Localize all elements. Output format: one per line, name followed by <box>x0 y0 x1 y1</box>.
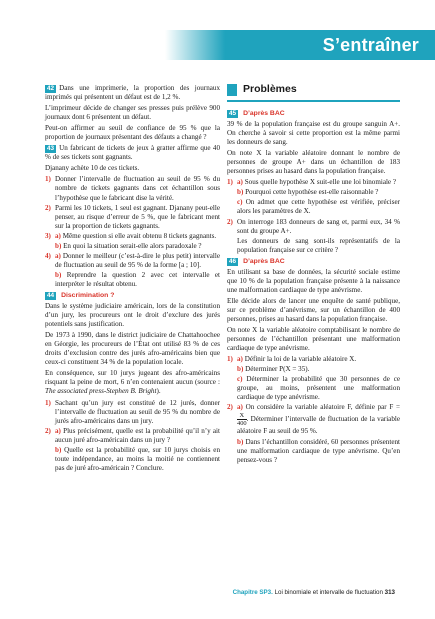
question-2: 2) a) Plus précisément, quelle est la probabilité qu’il n’y ait aucun juré afro-américain dans un jury ? <box>45 426 220 444</box>
source-citation: The associated press-Stephen B. Bright <box>45 387 157 396</box>
question-1a: 1) a) Définir la loi de la variable aléatoire X. <box>227 355 357 364</box>
exercise-text: Dans le système judiciaire américain, lors de la constitution d’un jury, les procureurs ont le droit d’exclure des jurés potentiels sans justification. <box>45 302 220 329</box>
question-1: 1) Sachant qu’un jury est constitué de 12 jurés, donner l’intervalle de fluctuation au seuil de 95 % du nombre de jurés afro-américains dans un jury. <box>45 398 220 425</box>
question-2b: b) Quelle est la probabilité que, sur 10 jurys choisis en toute indépendance, au moins la moitié ne contiennent pas de juré afro-américain ? Conclure. <box>55 445 221 472</box>
exercise-44: 44 Discrimination ? Dans le système judiciaire américain, lors de la constitution d’un jury, les procureurs ont le droit d’exclure des jurés potentiels sans justification. De 1973 à 1990, dans le district judiciaire de Chattahoochee en Géorgie, les procureurs de l’État ont utilisé 83 % de ces droits d’exclusion contre des jurés afro-américains bien que ceux-ci constituent 34 % de la population locale. En conséquence, sur 10 jurys jugeant des afro-américains risquant la peine de mort, 6 n’en contenaient aucun (source : The associated press-Stephen B. Bright). 1) Sachant qu’un jury est constitué de 12 jurés, donner l’intervalle de fluctuation au seuil de 95 % du nombre de jurés afro-américains dans un jury. 2) a) Plus précisément, quelle est la probabilité qu’il n’y ait aucun juré afro-américain dans un jury ? b) Quelle est la probabilité que, sur 10 jurys choisis en toute indépendance, au moins la moitié ne contiennent pas de juré afro-américain ? Conclure. <box>45 291 221 472</box>
exercise-title: D’après BAC <box>243 257 285 265</box>
exercise-title: D’après BAC <box>243 110 285 117</box>
fraction: $\frac{X}{400}$ <box>237 412 247 428</box>
section-rule <box>227 100 400 102</box>
exercise-number: 44 <box>47 291 55 299</box>
exercise-text: Dans une imprimerie, la proportion des journaux imprimés qui présentent un défaut est de 1,2 %. <box>45 84 220 102</box>
section-marker <box>227 84 237 96</box>
exercise-43 <box>45 144 220 289</box>
exercise-text: Un fabricant de tickets de jeux à gratter affirme que 40 % de ses tickets sont gagnants. <box>45 144 220 162</box>
question-2a: 2) a) On considère la variable aléatoire F, définie par F = $\frac{X}{400}$ . Déterminer l’intervalle de fluctuation de la variable aléatoire F au seuil de 95 %. <box>227 403 400 436</box>
exercise-number: 45 <box>229 110 237 117</box>
page-number: 313 <box>384 589 395 596</box>
page-footer <box>233 589 395 596</box>
exercise-45 <box>227 109 400 255</box>
question-1: 1) Donner l’intervalle de fluctuation au seuil de 95 % du nombre de tickets gagnants dans cet échantillon sous l’hypothèse que le fabricant dise la vérité. <box>45 175 220 202</box>
question-4: 4) a) Donner le meilleur (c’est-à-dire le plus petit) intervalle de fluctuation au seuil de 95 % de la forme [a ; 10]. <box>45 251 220 269</box>
question-3: 3) a) Même question si elle avait obtenu 8 tickets gagnants. <box>45 231 217 240</box>
exercise-text: En utilisant sa base de données, la sécurité sociale estime que 10 % de la population française présente à la naissance une malformation cardiaque de type anévrisme. <box>227 267 400 294</box>
exercise-text: Elle décide alors de lancer une enquête de santé publique, sur ce problème d’anévrisme, sur un échantillon de 400 personnes, prises au hasard dans la population française. <box>227 296 400 323</box>
question-1a: 1) a) Sous quelle hypothèse X suit-elle une loi binomiale ? <box>227 178 397 187</box>
exercise-number: 42 <box>47 85 55 92</box>
left-column <box>45 84 220 474</box>
exercise-text: Peut-on affirmer au seuil de confiance de 95 % que la proportion de journaux présentant des défauts a changé ? <box>45 124 220 142</box>
exercise-text: 39 % de la population française est du groupe sanguin A+. On cherche à savoir si cette proportion est la même parmi les donneurs de sang. <box>227 120 400 147</box>
question-1b: b) Déterminer P(X = 35). <box>237 365 310 374</box>
question-1c: c) On admet que cette hypothèse est vérifiée, préciser alors les paramètres de X. <box>237 198 400 216</box>
footer-chapter: Chapitre SP3. <box>232 589 273 596</box>
question-2: 2) On interroge 183 donneurs de sang et, parmi eux, 34 % sont du groupe A+. <box>227 217 400 235</box>
section-header <box>227 84 400 96</box>
question-2-followup: Les donneurs de sang sont-ils représentatifs de la population française sur ce critère ? <box>237 236 400 254</box>
exercise-text: L’imprimeur décide de changer ses presses puis prélève 900 journaux dont 6 présentent un défaut. <box>45 104 220 122</box>
page-banner <box>0 0 435 72</box>
exercise-text: On note X la variable aléatoire donnant le nombre de personnes de groupe A+ dans un échantillon de 183 personnes prises au hasard dans la population française. <box>227 149 400 176</box>
question-1c: c) Déterminer la probabilité que 30 personnes de ce groupe, au moins, présentent une malformation cardiaque de type anévrisme. <box>237 375 400 402</box>
exercise-number: 46 <box>229 257 237 265</box>
question-3b: b) En quoi la situation serait-elle alors paradoxale ? <box>55 241 202 250</box>
section-title: Problèmes <box>243 83 297 96</box>
exercise-text: De 1973 à 1990, dans le district judiciaire de Chattahoochee en Géorgie, les procureurs de l’État ont utilisé 83 % de ces droits d’exclusion contre des jurés afro-américains bien que ceux-ci constituent 34 % de la population locale. <box>45 331 220 367</box>
right-column <box>227 84 400 466</box>
exercise-42 <box>45 84 220 142</box>
question-1b: b) Pourquoi cette hypothèse est-elle raisonnable ? <box>237 188 379 197</box>
footer-title: Loi binomiale et intervalle de fluctuation <box>274 589 383 596</box>
exercise-text: On note X la variable aléatoire comptabilisant le nombre de personnes de l’échantillon présentant une malformation cardiaque de type anévrisme. <box>227 326 400 353</box>
question-2b: b) Dans l’échantillon considéré, 60 personnes présentent une malformation cardiaque de type anévrisme. Qu’en pensez-vous ? <box>237 437 400 464</box>
exercise-46 <box>227 257 400 465</box>
exercise-text: Djanany achète 10 de ces tickets. <box>45 164 140 173</box>
banner-fade <box>165 30 225 60</box>
question-4b: b) Reprendre la question 2 avec cet intervalle et interpréter le résultat obtenu. <box>55 270 221 288</box>
exercise-number: 43 <box>47 145 55 153</box>
page-title: S’entraîner <box>322 35 419 55</box>
exercise-title: Discrimination ? <box>61 291 115 299</box>
question-2: 2) Parmi les 10 tickets, 1 seul est gagnant. Djanany peut-elle penser, au risque d’erreur de 5 %, que le fabricant ment sur la proportion de tickets gagnants. <box>45 203 220 230</box>
